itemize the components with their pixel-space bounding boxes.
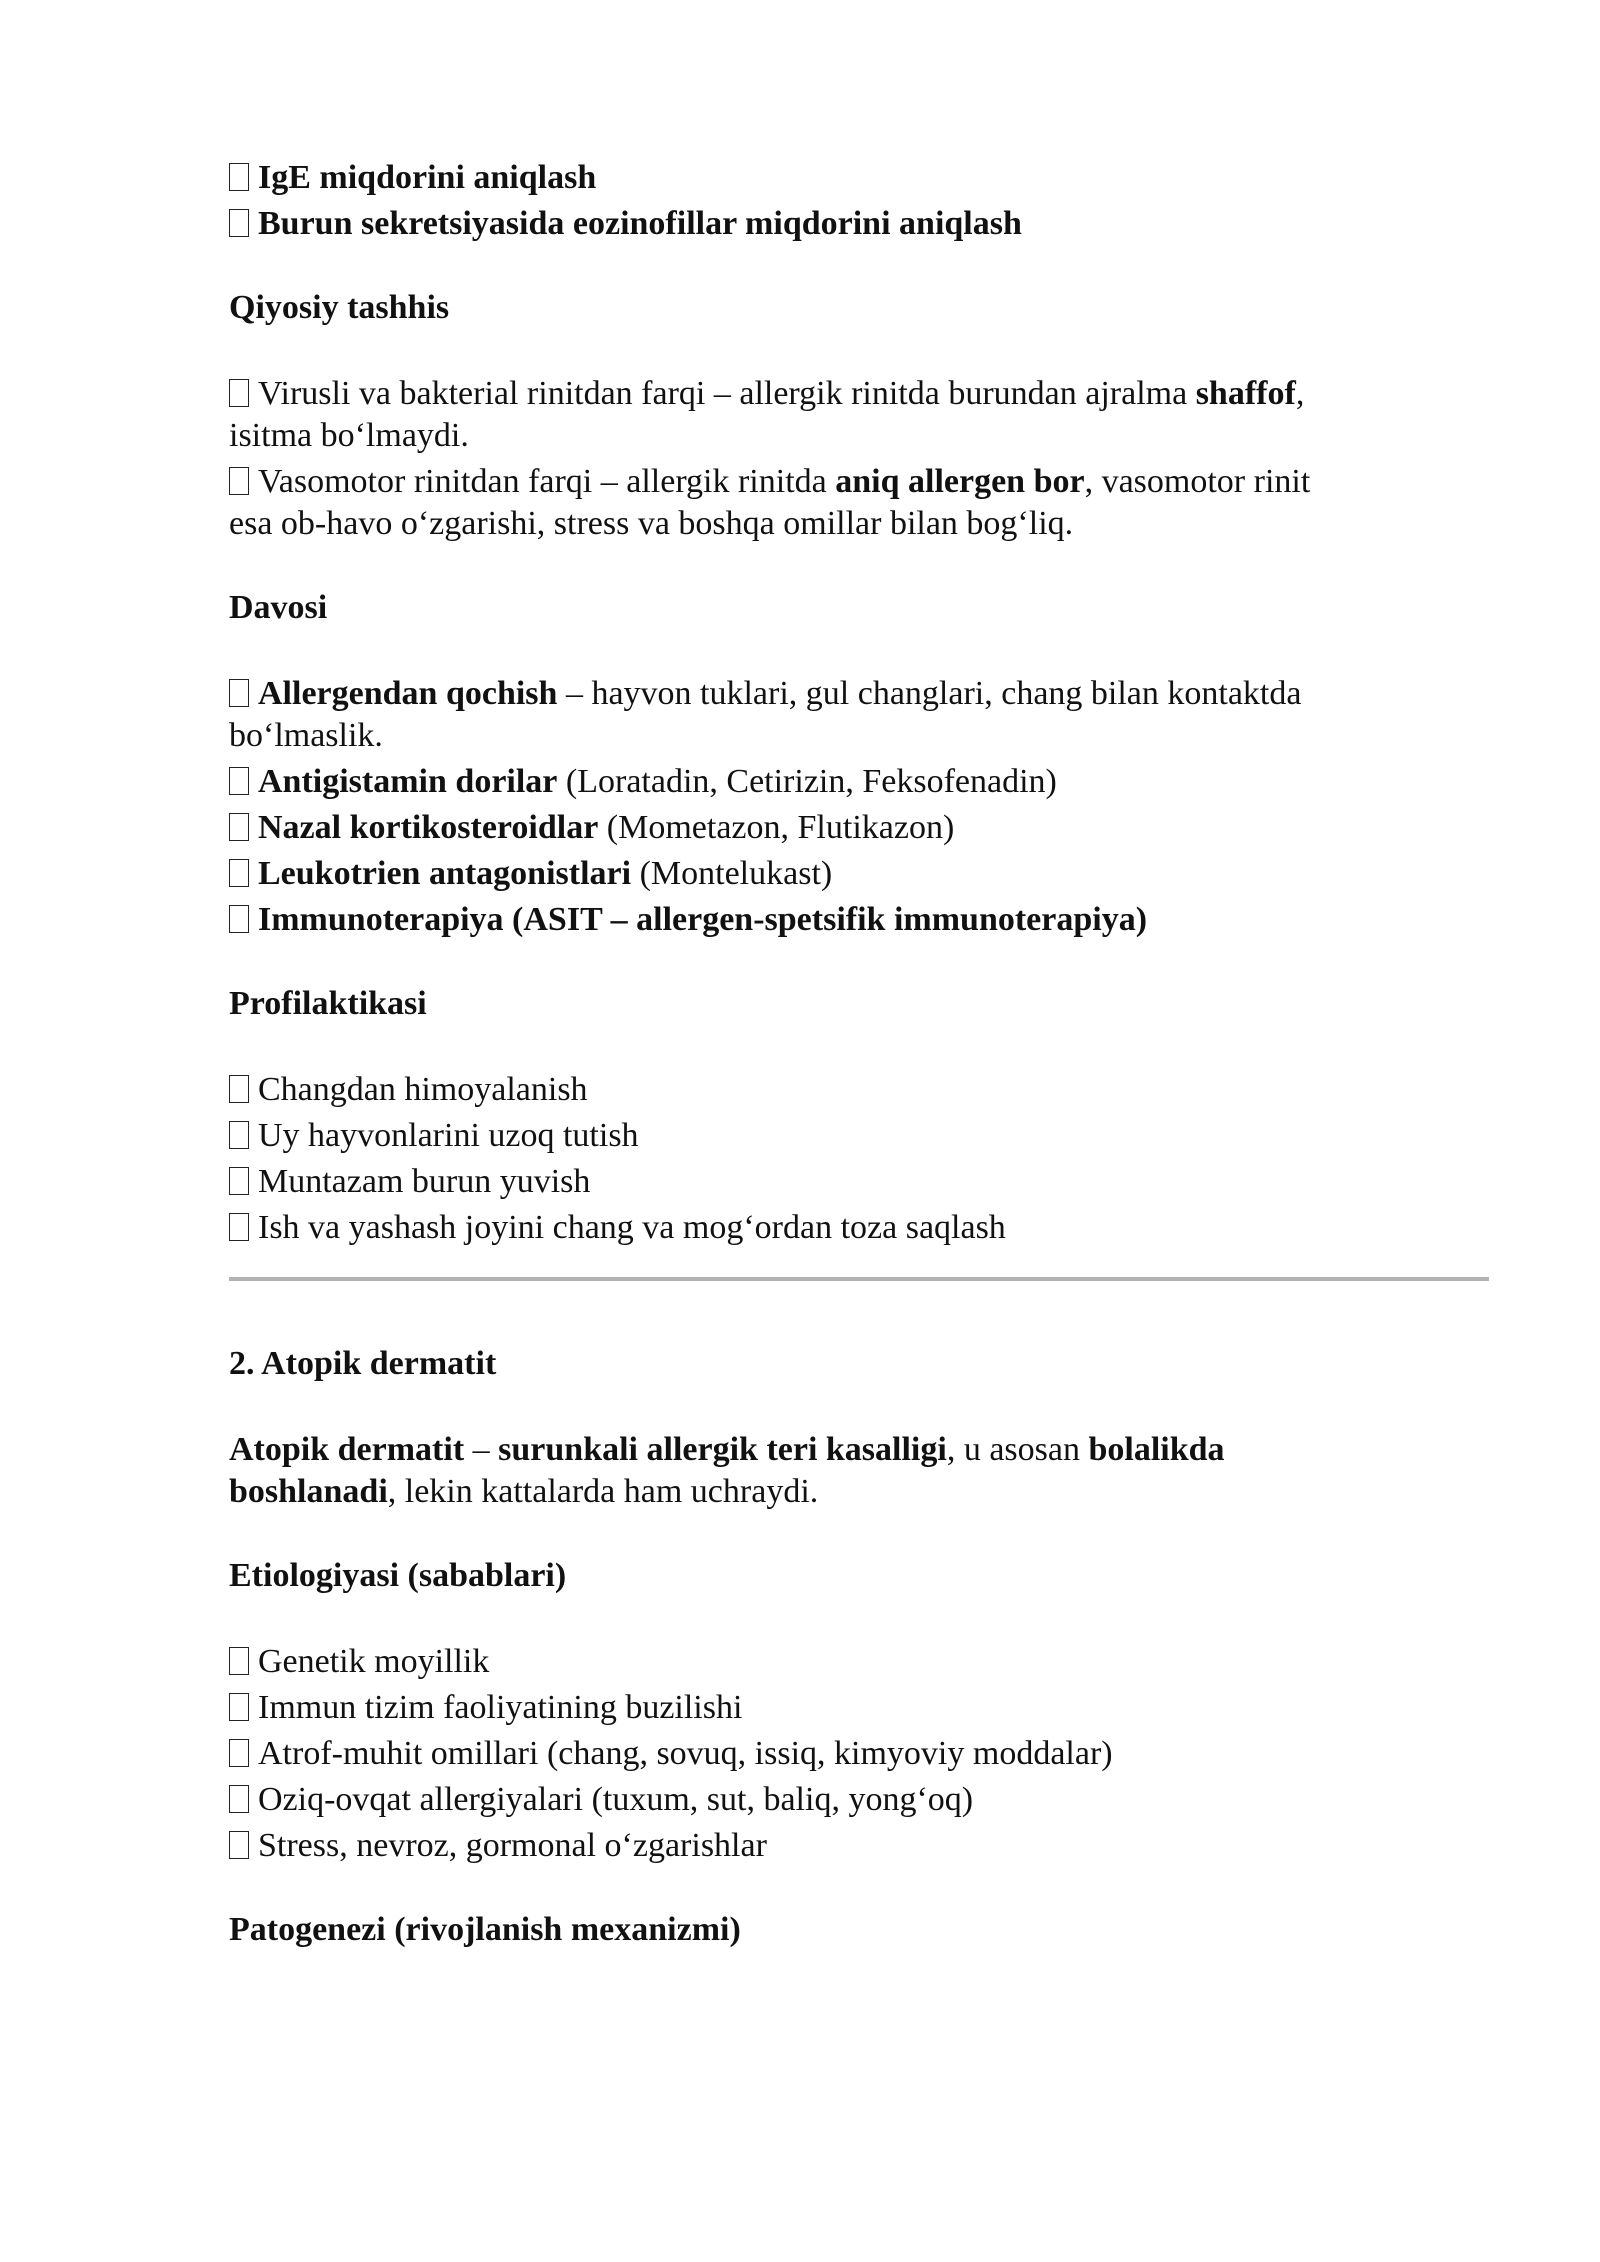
section-heading-prevention: Profilaktikasi [229, 985, 427, 1022]
list-item-continuation: esa ob-havo o‘zgarishi, stress va boshqa omillar bilan bog‘liq. [229, 505, 1074, 542]
list-item: Antigistamin dorilar (Loratadin, Cetirizin, Feksofenadin) [229, 759, 1489, 805]
list-item: Virusli va bakterial rinitdan farqi – allergik rinitda burundan ajralma shaffof, [229, 371, 1489, 417]
missing-glyph-bullet-icon [229, 1831, 249, 1859]
list-item: Uy hayvonlarini uzoq tutish [229, 1113, 1489, 1159]
list-item: Burun sekretsiyasida eozinofillar miqdorini aniqlash [229, 201, 1489, 247]
list-item: Ish va yashash joyini chang va mog‘ordan toza saqlash [229, 1205, 1489, 1251]
missing-glyph-bullet-icon [229, 859, 249, 887]
list-item: Oziq-ovqat allergiyalari (tuxum, sut, baliq, yong‘oq) [229, 1777, 1489, 1823]
section-heading-etiology: Etiologiyasi (sabablari) [229, 1557, 567, 1594]
section-heading-treatment: Davosi [229, 589, 328, 626]
missing-glyph-bullet-icon [229, 1213, 249, 1241]
missing-glyph-bullet-icon [229, 379, 249, 407]
list-item: Atrof-muhit omillari (chang, sovuq, issiq, kimyoviy moddalar) [229, 1731, 1489, 1777]
list-item: Allergendan qochish – hayvon tuklari, gul changlari, chang bilan kontaktda [229, 671, 1489, 717]
missing-glyph-bullet-icon [229, 1785, 249, 1813]
intro-paragraph-continuation: boshlanadi, lekin kattalarda ham uchraydi. [229, 1473, 819, 1510]
list-item: Nazal kortikosteroidlar (Mometazon, Flutikazon) [229, 805, 1489, 851]
missing-glyph-bullet-icon [229, 1739, 249, 1767]
section-heading-pathogenesis: Patogenezi (rivojlanish mexanizmi) [229, 1911, 741, 1948]
list-item: IgE miqdorini aniqlash [229, 155, 1489, 201]
list-item-continuation: bo‘lmaslik. [229, 717, 383, 754]
missing-glyph-bullet-icon [229, 1693, 249, 1721]
missing-glyph-bullet-icon [229, 679, 249, 707]
list-item-continuation: isitma bo‘lmaydi. [229, 417, 469, 454]
list-item: Muntazam burun yuvish [229, 1159, 1489, 1205]
missing-glyph-bullet-icon [229, 1647, 249, 1675]
missing-glyph-bullet-icon [229, 163, 249, 191]
missing-glyph-bullet-icon [229, 905, 249, 933]
section-title-atopic-dermatitis: 2. Atopik dermatit [229, 1345, 497, 1382]
list-item: Immun tizim faoliyatining buzilishi [229, 1685, 1489, 1731]
list-item: Stress, nevroz, gormonal o‘zgarishlar [229, 1823, 1489, 1869]
missing-glyph-bullet-icon [229, 1167, 249, 1195]
list-item: Genetik moyillik [229, 1639, 1489, 1685]
document-page [229, 155, 1489, 1953]
list-item: Vasomotor rinitdan farqi – allergik rinitda aniq allergen bor, vasomotor rinit [229, 459, 1489, 505]
list-item: Leukotrien antagonistlari (Montelukast) [229, 851, 1489, 897]
list-item: Immunoterapiya (ASIT – allergen-spetsifik immunoterapiya) [229, 897, 1489, 943]
list-item: Changdan himoyalanish [229, 1067, 1489, 1113]
missing-glyph-bullet-icon [229, 1121, 249, 1149]
missing-glyph-bullet-icon [229, 467, 249, 495]
intro-paragraph: Atopik dermatit – surunkali allergik teri kasalligi, u asosan bolalikda [229, 1431, 1225, 1468]
missing-glyph-bullet-icon [229, 813, 249, 841]
missing-glyph-bullet-icon [229, 767, 249, 795]
missing-glyph-bullet-icon [229, 1075, 249, 1103]
section-heading-differential: Qiyosiy tashhis [229, 289, 450, 326]
missing-glyph-bullet-icon [229, 209, 249, 237]
